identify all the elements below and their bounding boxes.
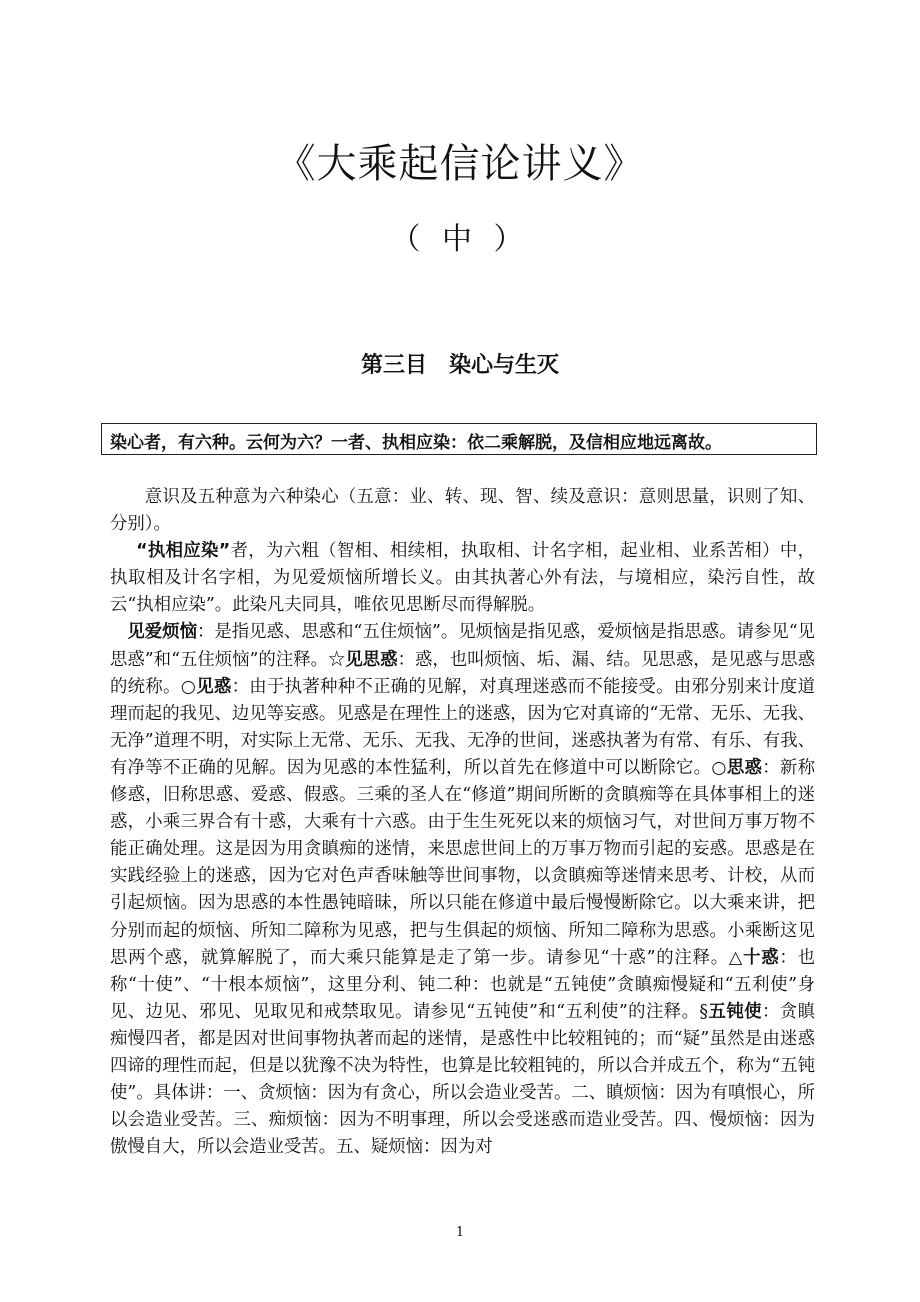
paragraph-3	[110, 619, 815, 1161]
paragraph-3-text-6: ：贪瞋痴慢四者，都是因对世间事物执著而起的迷情，是惑性中比较粗钝的；而“疑”虽然是由迷惑四谛的理性而起，但是以犹豫不决为特性，也算是比较粗钝的，所以合并成五个，称为“五钝使”。具体讲：一、贪烦恼：因为有贪心，所以会造业受苦。二、瞋烦恼：因为有嗔恨心，所以会造业受苦。三、痴烦恼：因为不明事理，所以会受迷惑而造业受苦。四、慢烦恼：因为傲慢自大，所以会造业受苦。五、疑烦恼：因为对	[110, 1001, 815, 1158]
paragraph-3-text-2: ：惑，也叫烦恼、垢、漏、结。见思惑，是见惑与思惑的统称。○	[110, 649, 815, 697]
page-number: 1	[455, 1225, 465, 1240]
paragraph-2	[110, 538, 815, 619]
body-text	[110, 484, 815, 1161]
paragraph-3-text-1: ：是指见惑、思惑和“五住烦恼”。见烦恼是指见惑，爱烦恼是指思惑。请参见“见思惑”和“五住烦恼”的注释。☆	[110, 622, 815, 670]
term-shihuo: 十惑	[743, 947, 780, 968]
term-jianaifannao: 见爱烦恼	[127, 622, 197, 643]
document-subtitle: （ 中 ）	[390, 222, 530, 257]
paragraph-2-text: 者，为六粗（智相、相续相，执取相、计名字相，起业相、业系苦相）中，执取相及计名字相，为见爱烦恼所增长义。由其执著心外有法，与境相应，染污自性，故云“执相应染”。此染凡夫同具，唯依见思断尽而得解脱。	[110, 541, 815, 616]
term-sihuo: 思惑	[726, 757, 763, 778]
section-heading: 第三目 染心与生灭	[360, 353, 559, 378]
term-jianhuo: 见惑	[196, 676, 232, 697]
term-zhixiangyingran: “执相应染”	[136, 541, 231, 562]
paragraph-3-text-4: ：新称修惑，旧称思惑、爱惑、假惑。三乘的圣人在“修道”期间所断的贪瞋痴等在具体事相上的迷惑，小乘三界合有十惑，大乘有十六惑。由于生生死死以来的烦恼习气，对世间万事万物不能正确处理。这是因为用贪瞋痴的迷情，来思虑世间上的万事万物而引起的妄惑。思惑是在实践经验上的迷惑，因为它对色声香味触等世间事物，以贪瞋痴等迷情来思考、计校，从而引起烦恼。因为思惑的本性愚钝暗昧，所以只能在修道中最后慢慢断除它。以大乘来讲，把分别而起的烦恼、所知二障称为见惑，把与生俱起的烦恼、所知二障称为思惑。小乘断这见思两个惑，就算解脱了，而大乘只能算是走了第一步。请参见“十惑”的注释。△	[110, 757, 815, 968]
document-title: 《大乘起信论讲义》	[275, 141, 645, 187]
paragraph-1: 意识及五种意为六种染心（五意：业、转、现、智、续及意识：意则思量，识则了知、分别）。	[110, 487, 815, 535]
paragraph-3-text-3: ：由于执著种种不正确的见解，对真理迷惑而不能接受。由邪分别来计度道理而起的我见、边见等妄惑。见惑是在理性上的迷惑，因为它对真谛的“无常、无乐、无我、无净”道理不明，对实际上无常、无乐、无我、无净的世间，迷惑执著为有常、有乐、有我、有净等不正确的见解。因为见惑的本性猛利，所以首先在修道中可以断除它。○	[110, 676, 815, 778]
quoted-scripture-box: 染心者，有六种。云何为六？一者、执相应染：依二乘解脱，及信相应地远离故。	[101, 423, 817, 455]
paragraph-3-text-5: ：也称“十使”、“十根本烦恼”，这里分利、钝二种：也就是“五钝使”贪瞋痴慢疑和“五利使”身见、边见、邪见、见取见和戒禁取见。请参见“五钝使”和“五利使”的注释。§	[110, 947, 815, 1022]
term-jiansihuo: 见思惑	[345, 649, 398, 670]
term-wudunshi: 五钝使	[708, 1001, 762, 1022]
